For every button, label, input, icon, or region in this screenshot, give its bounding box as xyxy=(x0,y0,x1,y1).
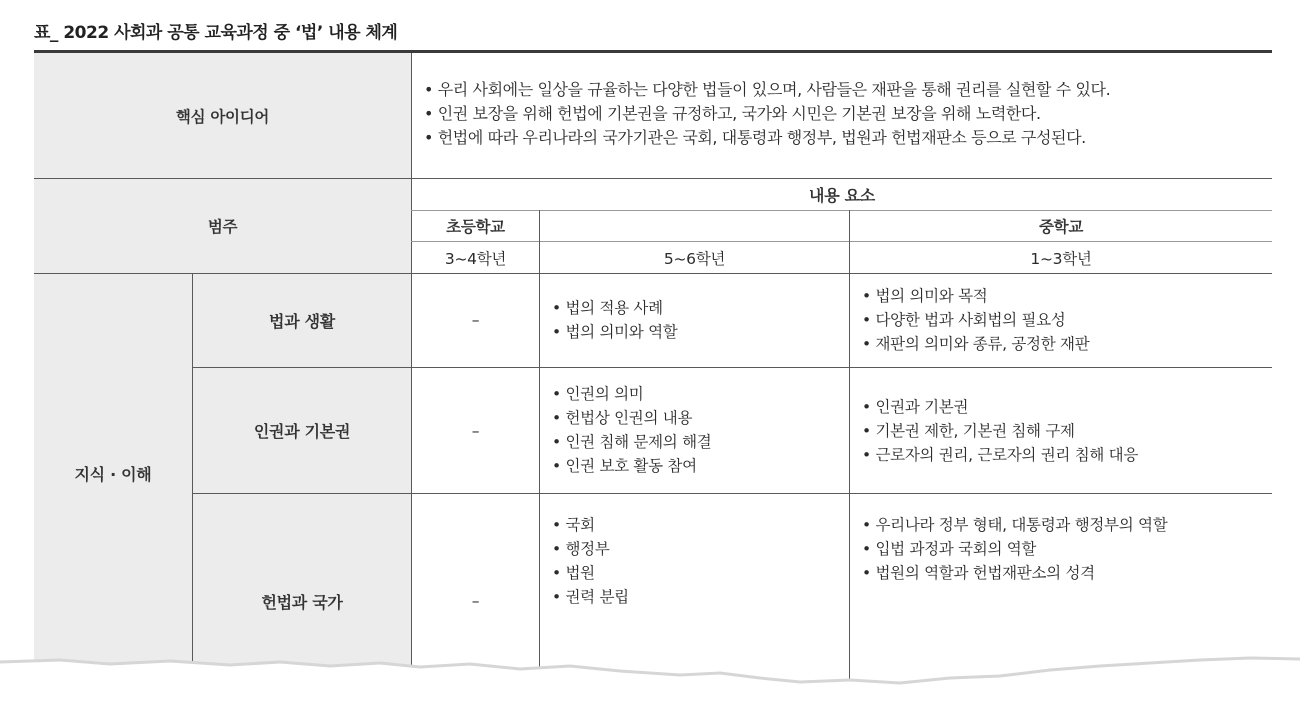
category-header-text: 범주 xyxy=(207,218,238,236)
row-label-text: 인권과 기본권 xyxy=(253,422,351,441)
divider xyxy=(539,210,540,708)
divider xyxy=(411,241,1272,242)
grade-5-6-list xyxy=(552,296,677,344)
grade-3-4-cell xyxy=(412,368,539,493)
list-item: • 법의 적용 사례 xyxy=(552,296,677,320)
empty-dash: – xyxy=(471,592,480,610)
grade-3-4-header xyxy=(412,242,539,273)
grade-3-4-text: 3~4학년 xyxy=(444,249,507,268)
core-idea-item: • 인권 보장을 위해 헌법에 기본권을 규정하고, 국가와 시민은 기본권 보장을 위해 노력한다. xyxy=(424,102,1110,126)
row-label-cell xyxy=(193,273,411,367)
group-label-text: 지식 · 이해 xyxy=(74,464,152,484)
divider xyxy=(849,210,850,708)
core-idea-label-text: 핵심 아이디어 xyxy=(175,108,270,126)
torn-edge xyxy=(0,640,1300,715)
row-label-cell xyxy=(193,368,411,493)
grade-5-6-text: 5~6학년 xyxy=(663,249,726,268)
grade-1-3-list xyxy=(862,395,1138,467)
list-item: • 다양한 법과 사회법의 필요성 xyxy=(862,308,1089,332)
list-item: • 인권 침해 문제의 해결 xyxy=(552,430,711,454)
content-elements-header xyxy=(412,179,1272,210)
category-header xyxy=(34,179,411,273)
row-label-text: 법과 생활 xyxy=(269,311,335,331)
list-item: • 행정부 xyxy=(552,537,629,561)
table-title: 표_ 2022 사회과 공통 교육과정 중 ‘법’ 내용 체계 xyxy=(34,23,398,43)
grade-5-6-list xyxy=(552,513,629,609)
core-idea-item: • 우리 사회에는 일상을 규율하는 다양한 법들이 있으며, 사람들은 재판을 통해 권리를 실현할 수 있다. xyxy=(424,78,1110,102)
grade-1-3-text: 1~3학년 xyxy=(1030,249,1092,268)
middle-school-text: 중학교 xyxy=(1038,218,1084,236)
divider xyxy=(192,367,1272,368)
middle-school-header xyxy=(850,211,1272,241)
list-item: • 법의 의미와 역할 xyxy=(552,320,677,344)
divider xyxy=(411,53,412,708)
list-item: • 권력 분립 xyxy=(552,585,629,609)
group-label-cell xyxy=(34,273,192,673)
row-label-text: 헌법과 국가 xyxy=(261,592,343,612)
content-elements-text: 내용 요소 xyxy=(809,186,875,205)
list-item: • 기본권 제한, 기본권 침해 구제 xyxy=(862,419,1138,443)
core-idea-label xyxy=(34,53,411,179)
grade-1-3-header xyxy=(850,242,1272,273)
grade-1-3-list xyxy=(862,513,1167,585)
list-item: • 법원의 역할과 헌법재판소의 성격 xyxy=(862,561,1167,585)
grade-5-6-header xyxy=(540,242,849,273)
elementary-text: 초등학교 xyxy=(446,218,505,236)
divider xyxy=(192,493,1272,494)
list-item: • 재판의 의미와 종류, 공정한 재판 xyxy=(862,332,1089,356)
empty-dash: – xyxy=(471,311,480,329)
grade-3-4-cell xyxy=(412,273,539,367)
empty-dash: – xyxy=(471,421,480,440)
list-item: • 헌법상 인권의 내용 xyxy=(552,406,711,430)
list-item: • 법의 의미와 목적 xyxy=(862,284,1089,308)
core-idea-item: • 헌법에 따라 우리나라의 국가기관은 국회, 대통령과 행정부, 법원과 헌법재판소 등으로 구성된다. xyxy=(424,126,1110,150)
list-item: • 입법 과정과 국회의 역할 xyxy=(862,537,1167,561)
list-item: • 인권과 기본권 xyxy=(862,395,1138,419)
grade-1-3-list xyxy=(862,284,1089,356)
list-item: • 법원 xyxy=(552,561,629,585)
list-item: • 인권의 의미 xyxy=(552,382,711,406)
list-item: • 근로자의 권리, 근로자의 권리 침해 대응 xyxy=(862,443,1138,467)
grade-5-6-list xyxy=(552,382,711,478)
core-idea-list xyxy=(424,78,1110,150)
divider xyxy=(34,273,1272,274)
list-item: • 우리나라 정부 형태, 대통령과 행정부의 역할 xyxy=(862,513,1167,537)
divider xyxy=(411,210,1272,211)
list-item: • 국회 xyxy=(552,513,629,537)
divider xyxy=(34,178,1272,179)
elementary-header xyxy=(412,211,539,241)
list-item: • 인권 보호 활동 참여 xyxy=(552,454,711,478)
